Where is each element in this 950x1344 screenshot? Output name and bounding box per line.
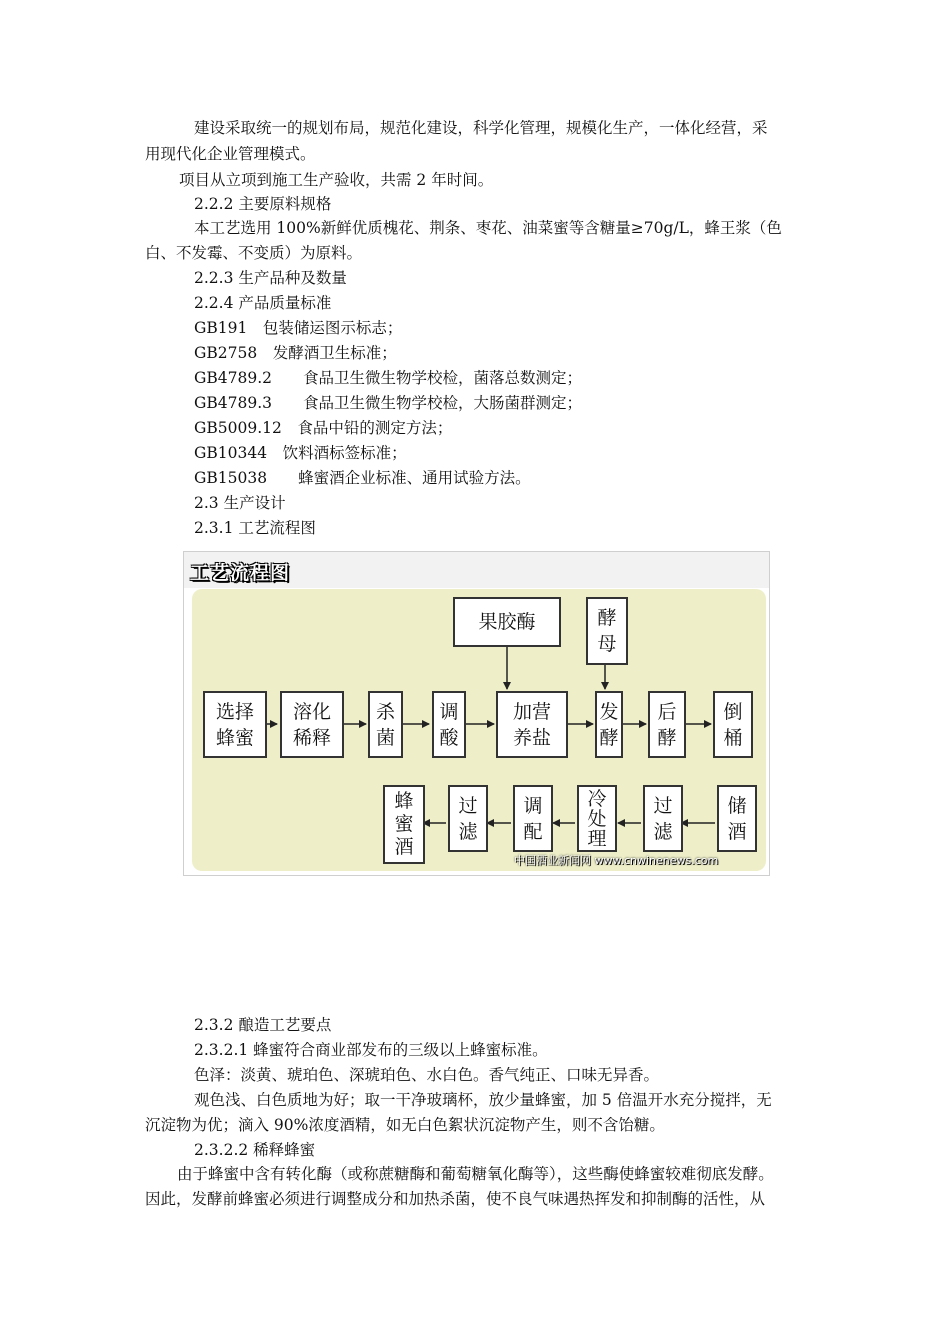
step-store-wine xyxy=(717,785,757,852)
step-filter-final xyxy=(448,785,488,852)
process-flowchart xyxy=(183,551,770,876)
step-label: 蜜 xyxy=(394,813,414,835)
step-dissolve-dilute xyxy=(280,691,344,758)
paragraph-line: 项目从立项到施工生产验收，共需 2 年时间。 xyxy=(179,171,494,189)
section-heading: 2.3.1 工艺流程图 xyxy=(194,519,316,537)
step-label: 蜂 xyxy=(394,790,414,812)
step-adjust-acid xyxy=(432,691,466,758)
step-filter xyxy=(643,785,683,852)
step-post-ferment xyxy=(648,691,686,758)
section-heading: 2.3.2.1 蜂蜜符合商业部发布的三级以上蜂蜜标准。 xyxy=(194,1041,548,1059)
section-heading: 2.3.2 酿造工艺要点 xyxy=(194,1016,332,1034)
paragraph-line: 色泽：淡黄、琥珀色、深琥珀色、水白色。香气纯正、口味无异香。 xyxy=(194,1066,660,1084)
watermark: 中国酒业新闻网 www.cnwinenews.com xyxy=(514,854,719,867)
step-label: 过 xyxy=(458,794,478,817)
step-label: 杀 xyxy=(375,700,395,723)
section-heading: 2.3 生产设计 xyxy=(194,494,286,512)
step-label: 选择 xyxy=(215,700,254,723)
step-label: 养盐 xyxy=(512,726,551,749)
step-label: 发 xyxy=(599,700,619,723)
standard-item: GB2758 发酵酒卫生标准； xyxy=(194,344,397,362)
standard-item: GB5009.12 食品中铅的测定方法； xyxy=(194,419,453,437)
step-cold-treatment xyxy=(577,785,617,852)
step-select-honey xyxy=(203,691,267,758)
standard-item: GB15038 蜂蜜酒企业标准、通用试验方法。 xyxy=(194,469,531,487)
step-label: 理 xyxy=(587,827,607,850)
step-label: 储 xyxy=(727,794,747,817)
section-heading: 2.2.2 主要原料规格 xyxy=(194,195,332,213)
step-label: 酵 xyxy=(597,607,617,629)
step-label: 酸 xyxy=(439,726,459,749)
paragraph-line: 本工艺选用 100%新鲜优质槐花、荆条、枣花、油菜蜜等含糖量≥70g/L，蜂王浆（色 xyxy=(194,219,782,237)
step-label: 后 xyxy=(657,700,677,723)
step-label: 调 xyxy=(439,700,459,723)
step-label: 调 xyxy=(523,794,543,817)
flowchart-title: 工艺流程图 xyxy=(190,562,291,584)
step-label: 过 xyxy=(653,794,673,817)
standard-item: GB4789.2 食品卫生微生物学校检，菌落总数测定； xyxy=(194,369,583,387)
step-pectinase xyxy=(453,597,561,647)
paragraph-line: 因此，发酵前蜂蜜必须进行调整成分和加热杀菌，使不良气味遇热挥发和抑制酶的活性，从 xyxy=(145,1190,766,1208)
step-yeast xyxy=(586,597,628,665)
step-label: 溶化 xyxy=(292,700,331,723)
step-add-nutrient-salt xyxy=(496,691,568,758)
step-label: 冷 xyxy=(587,787,607,810)
step-honey-wine xyxy=(383,785,425,864)
section-heading: 2.3.2.2 稀释蜂蜜 xyxy=(194,1141,316,1159)
step-label: 酒 xyxy=(727,820,747,843)
step-label: 稀释 xyxy=(292,726,331,749)
step-sterilize xyxy=(368,691,403,758)
paragraph-line: 白、不发霉、不变质）为原料。 xyxy=(145,244,363,262)
section-heading: 2.2.4 产品质量标准 xyxy=(194,294,332,312)
step-ferment xyxy=(595,691,623,758)
paragraph-line: 沉淀物为优；滴入 90%浓度酒精，如无白色絮状沉淀物产生，则不含饴糖。 xyxy=(145,1116,665,1134)
section-heading: 2.2.3 生产品种及数量 xyxy=(194,269,347,287)
paragraph-line: 建设采取统一的规划布局，规范化建设，科学化管理，规模化生产，一体化经营，采 xyxy=(194,119,768,137)
step-blend xyxy=(513,785,553,852)
step-label: 母 xyxy=(597,633,617,655)
step-label: 处 xyxy=(587,807,607,830)
step-label: 倒 xyxy=(723,700,743,723)
paragraph-line: 由于蜂蜜中含有转化酶（或称蔗糖酶和葡萄糖氧化酶等），这些酶使蜂蜜较难彻底发酵。 xyxy=(177,1165,774,1183)
step-label: 酒 xyxy=(394,836,414,858)
paragraph-line: 用现代化企业管理模式。 xyxy=(145,145,316,163)
step-rack xyxy=(713,691,753,758)
step-label: 桶 xyxy=(723,726,743,749)
step-label: 酵 xyxy=(599,726,619,749)
step-label: 滤 xyxy=(653,820,673,843)
standard-item: GB4789.3 食品卫生微生物学校检，大肠菌群测定； xyxy=(194,394,583,412)
step-label: 加营 xyxy=(512,700,551,723)
step-label: 菌 xyxy=(375,726,395,749)
step-label: 果胶酶 xyxy=(478,611,536,633)
paragraph-line: 观色浅、白色质地为好；取一干净玻璃杯，放少量蜂蜜，加 5 倍温开水充分搅拌，无 xyxy=(194,1091,772,1109)
step-label: 滤 xyxy=(458,820,478,843)
step-label: 配 xyxy=(523,820,543,843)
standard-item: GB10344 饮料酒标签标准； xyxy=(194,444,407,462)
step-label: 酵 xyxy=(657,726,677,749)
standard-item: GB191 包装储运图示标志； xyxy=(194,319,403,337)
step-label: 蜂蜜 xyxy=(215,726,254,749)
